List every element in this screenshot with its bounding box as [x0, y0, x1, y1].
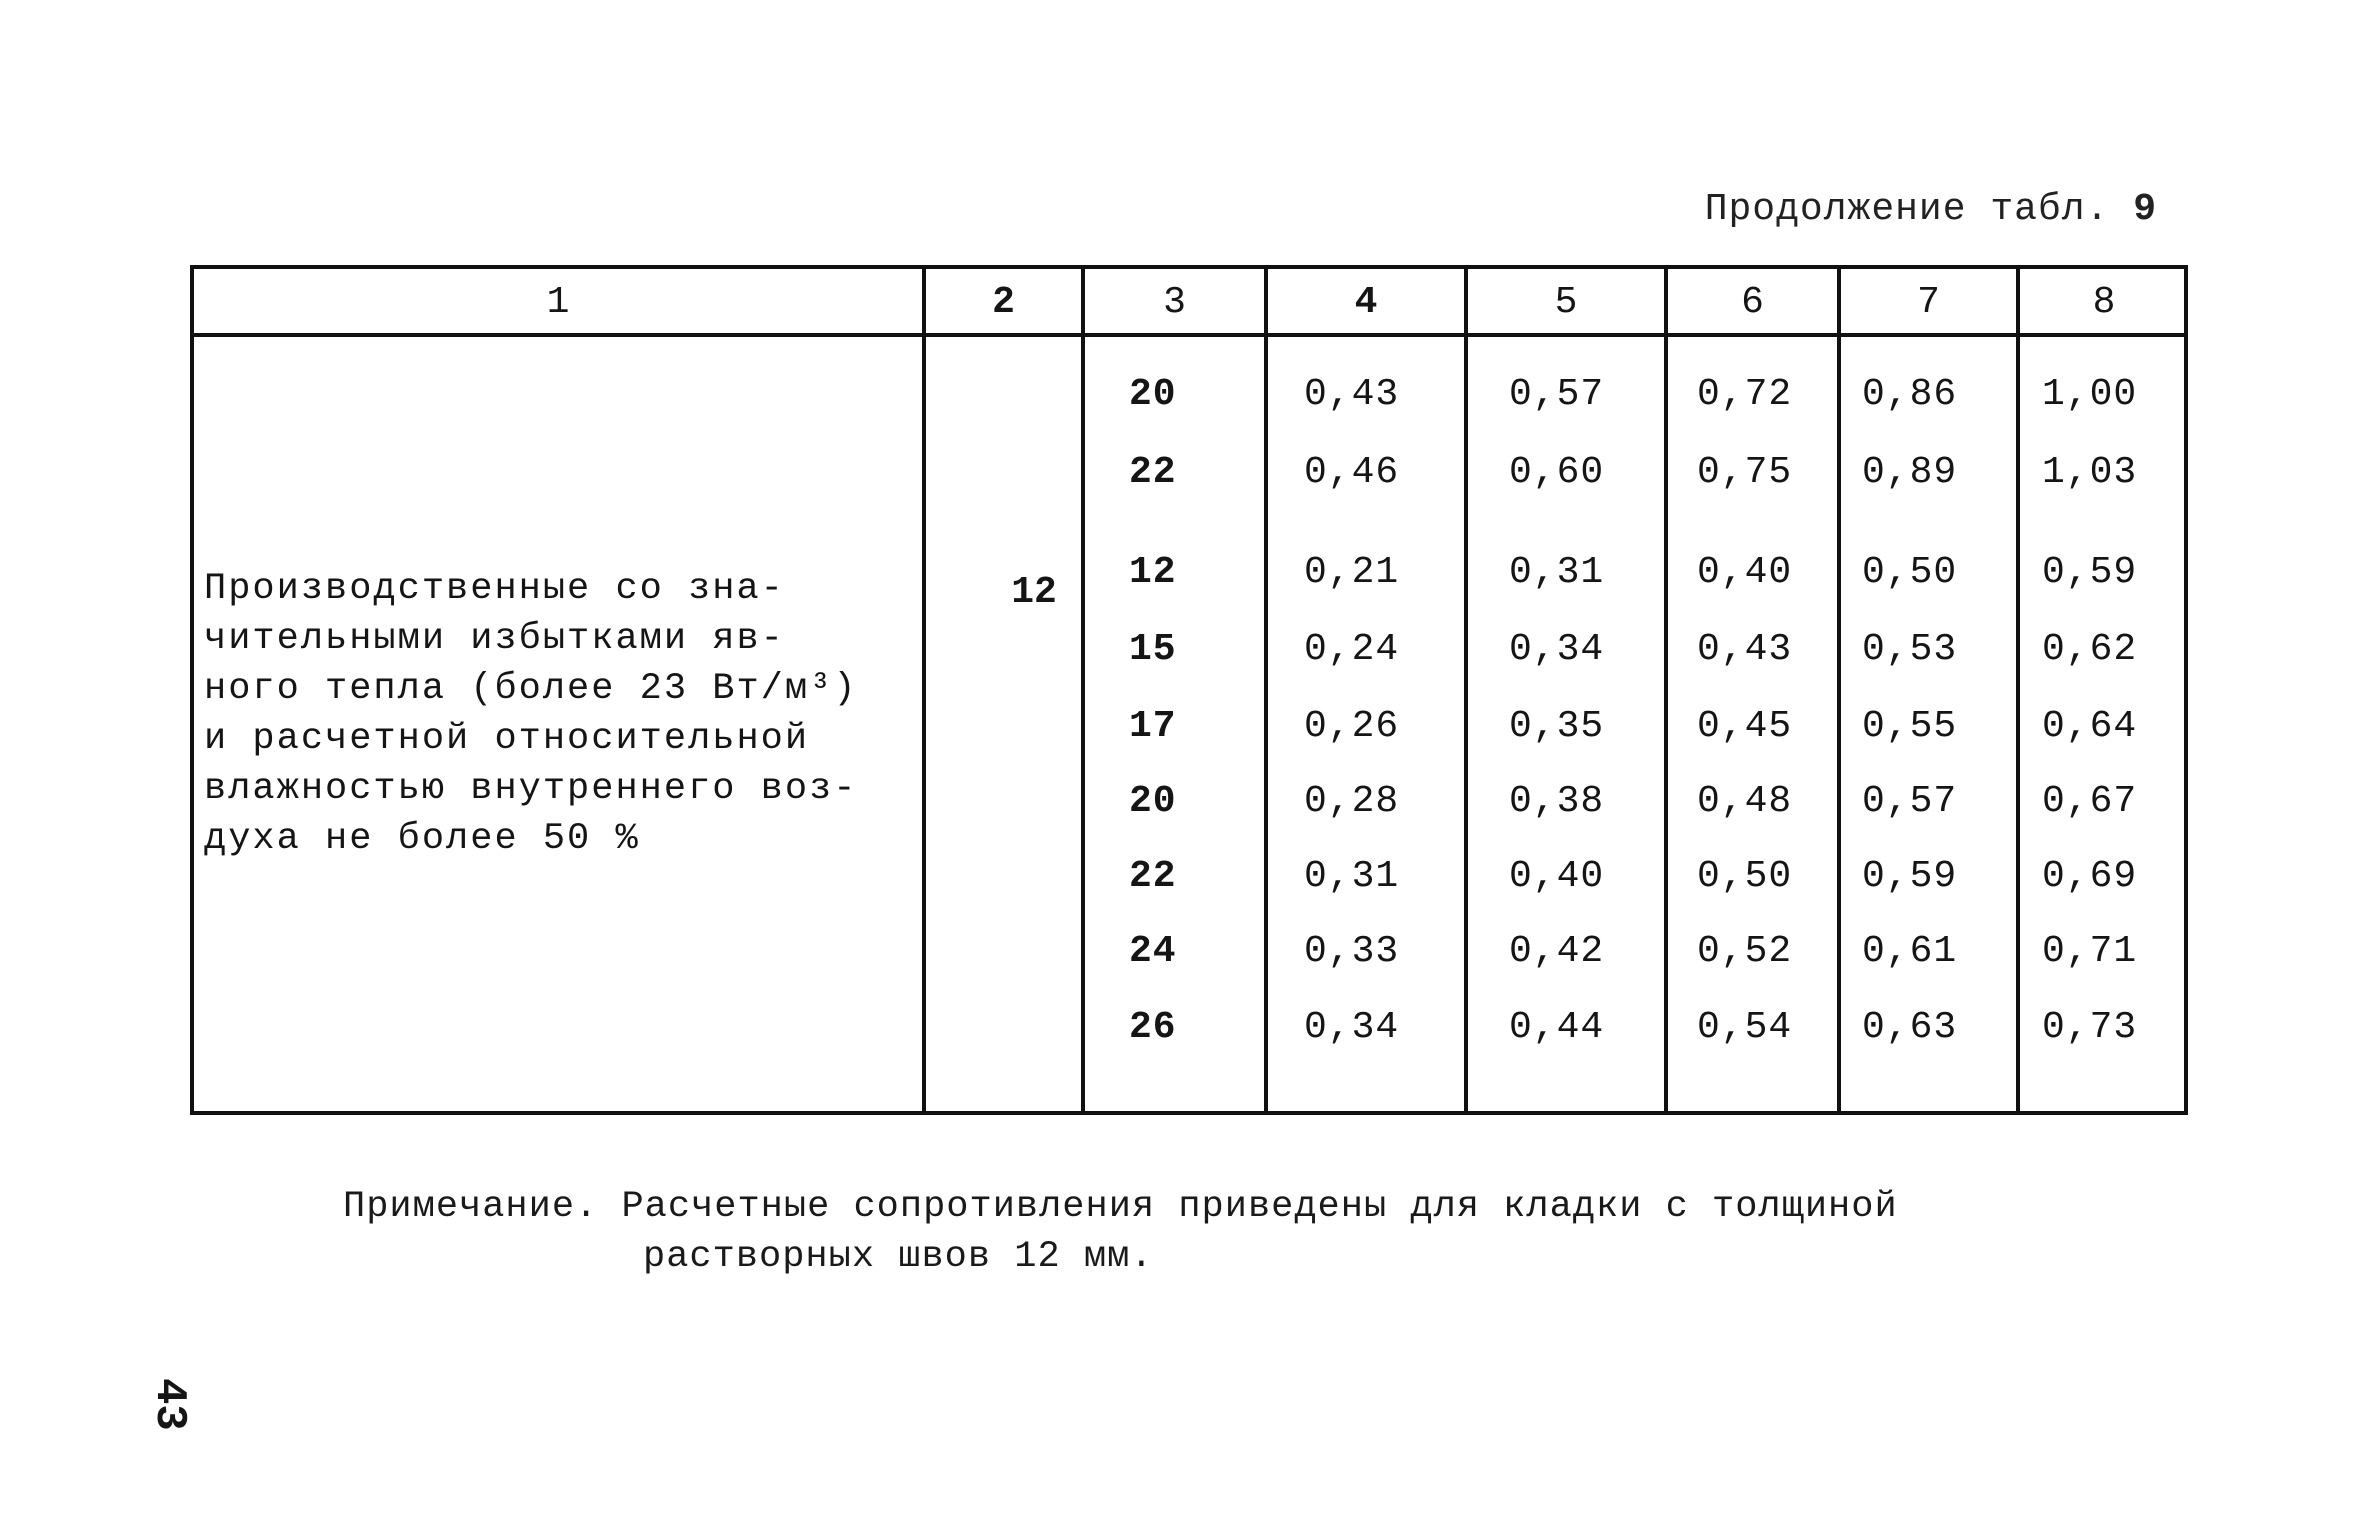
table-cell: 0,72 — [1697, 373, 1793, 416]
table-cell: 15 — [1129, 628, 1177, 671]
column-header-4: 4 — [1354, 281, 1378, 324]
table-cell: 0,61 — [1862, 930, 1958, 973]
note-line-1: Примечание. Расчетные сопротивления приведены для кладки с толщиной — [343, 1186, 1898, 1228]
table-cell: 0,34 — [1509, 628, 1605, 671]
table-cell: 0,28 — [1304, 780, 1400, 823]
column-header-6: 6 — [1741, 281, 1764, 324]
page-number: 43 — [144, 1378, 194, 1431]
table-cell: 0,73 — [2042, 1006, 2138, 1049]
table-cell: 0,54 — [1697, 1006, 1793, 1049]
row-description — [204, 564, 904, 864]
column-divider — [1464, 269, 1468, 1111]
column-header-5: 5 — [1554, 281, 1578, 324]
table-cell: 0,63 — [1862, 1006, 1958, 1049]
table-cell: 0,55 — [1862, 705, 1958, 748]
note-line-2: растворных швов 12 мм. — [643, 1236, 1154, 1278]
table-cell: 26 — [1129, 1006, 1177, 1049]
table-cell: 17 — [1129, 705, 1177, 748]
table-number: 9 — [2133, 188, 2157, 231]
table-cell: 0,46 — [1304, 451, 1400, 494]
table-cell: 0,26 — [1304, 705, 1400, 748]
table-cell: 0,38 — [1509, 780, 1605, 823]
table-cell: 0,67 — [2042, 780, 2138, 823]
column-header-8: 8 — [2092, 281, 2116, 324]
column-divider — [1837, 269, 1841, 1111]
table-cell: 0,31 — [1304, 855, 1400, 898]
table-cell: 0,45 — [1697, 705, 1793, 748]
table-cell: 12 — [1129, 551, 1177, 594]
table-cell: 1,03 — [2042, 451, 2138, 494]
column-divider — [1081, 269, 1085, 1111]
table-cell: 0,34 — [1304, 1006, 1400, 1049]
continuation-text: Продолжение табл. — [1704, 188, 2110, 231]
table-cell: 1,00 — [2042, 373, 2138, 416]
table-cell: 0,89 — [1862, 451, 1958, 494]
table-cell: 0,40 — [1697, 551, 1793, 594]
table-cell: 0,53 — [1862, 628, 1958, 671]
column-divider — [1664, 269, 1668, 1111]
table-cell: 0,42 — [1509, 930, 1605, 973]
table-cell: 0,59 — [1862, 855, 1958, 898]
table-cell: 20 — [1129, 373, 1177, 416]
table-cell: 0,44 — [1509, 1006, 1605, 1049]
table-cell: 0,43 — [1697, 628, 1793, 671]
description-line: влажностью внутреннего воз- — [204, 768, 858, 810]
description-line: и расчетной относительной — [204, 718, 810, 760]
table-note — [343, 1182, 1898, 1282]
column-header-2: 2 — [992, 281, 1015, 324]
description-line: духа не более 50 % — [204, 818, 640, 860]
table-cell: 0,86 — [1862, 373, 1958, 416]
table-cell: 0,33 — [1304, 930, 1400, 973]
column-divider — [2016, 269, 2020, 1111]
column-header-1: 1 — [546, 281, 570, 324]
table-cell: 22 — [1129, 855, 1177, 898]
table-cell: 0,48 — [1697, 780, 1793, 823]
table-cell: 0,50 — [1697, 855, 1793, 898]
table-cell: 0,21 — [1304, 551, 1400, 594]
table-header-row — [194, 269, 2184, 337]
column-divider — [922, 269, 926, 1111]
table-cell: 0,57 — [1509, 373, 1605, 416]
column-header-7: 7 — [1917, 281, 1940, 324]
description-line: Производственные со зна- — [204, 568, 785, 610]
table-cell: 0,57 — [1862, 780, 1958, 823]
table-cell: 22 — [1129, 451, 1177, 494]
data-table — [190, 265, 2188, 1115]
table-cell: 0,50 — [1862, 551, 1958, 594]
table-cell: 0,60 — [1509, 451, 1605, 494]
table-cell: 0,52 — [1697, 930, 1793, 973]
table-cell: 0,71 — [2042, 930, 2138, 973]
column-divider — [1264, 269, 1268, 1111]
table-cell: 0,43 — [1304, 373, 1400, 416]
table-cell: 0,64 — [2042, 705, 2138, 748]
table-cell: 0,62 — [2042, 628, 2138, 671]
column-header-3: 3 — [1163, 281, 1186, 324]
description-line: чительными избытками яв- — [204, 618, 785, 660]
table-cell: 0,35 — [1509, 705, 1605, 748]
table-cell: 20 — [1129, 780, 1177, 823]
table-cell: 0,40 — [1509, 855, 1605, 898]
table-cell: 0,59 — [2042, 551, 2138, 594]
table-cell: 0,24 — [1304, 628, 1400, 671]
table-cell: 24 — [1129, 930, 1177, 973]
col2-value: 12 — [1011, 571, 1057, 614]
description-line: ного тепла (более 23 Вт/м³) — [204, 668, 858, 710]
table-continuation-label — [1705, 188, 2157, 231]
table-cell: 0,31 — [1509, 551, 1605, 594]
table-cell: 0,75 — [1697, 451, 1793, 494]
table-cell: 0,69 — [2042, 855, 2138, 898]
